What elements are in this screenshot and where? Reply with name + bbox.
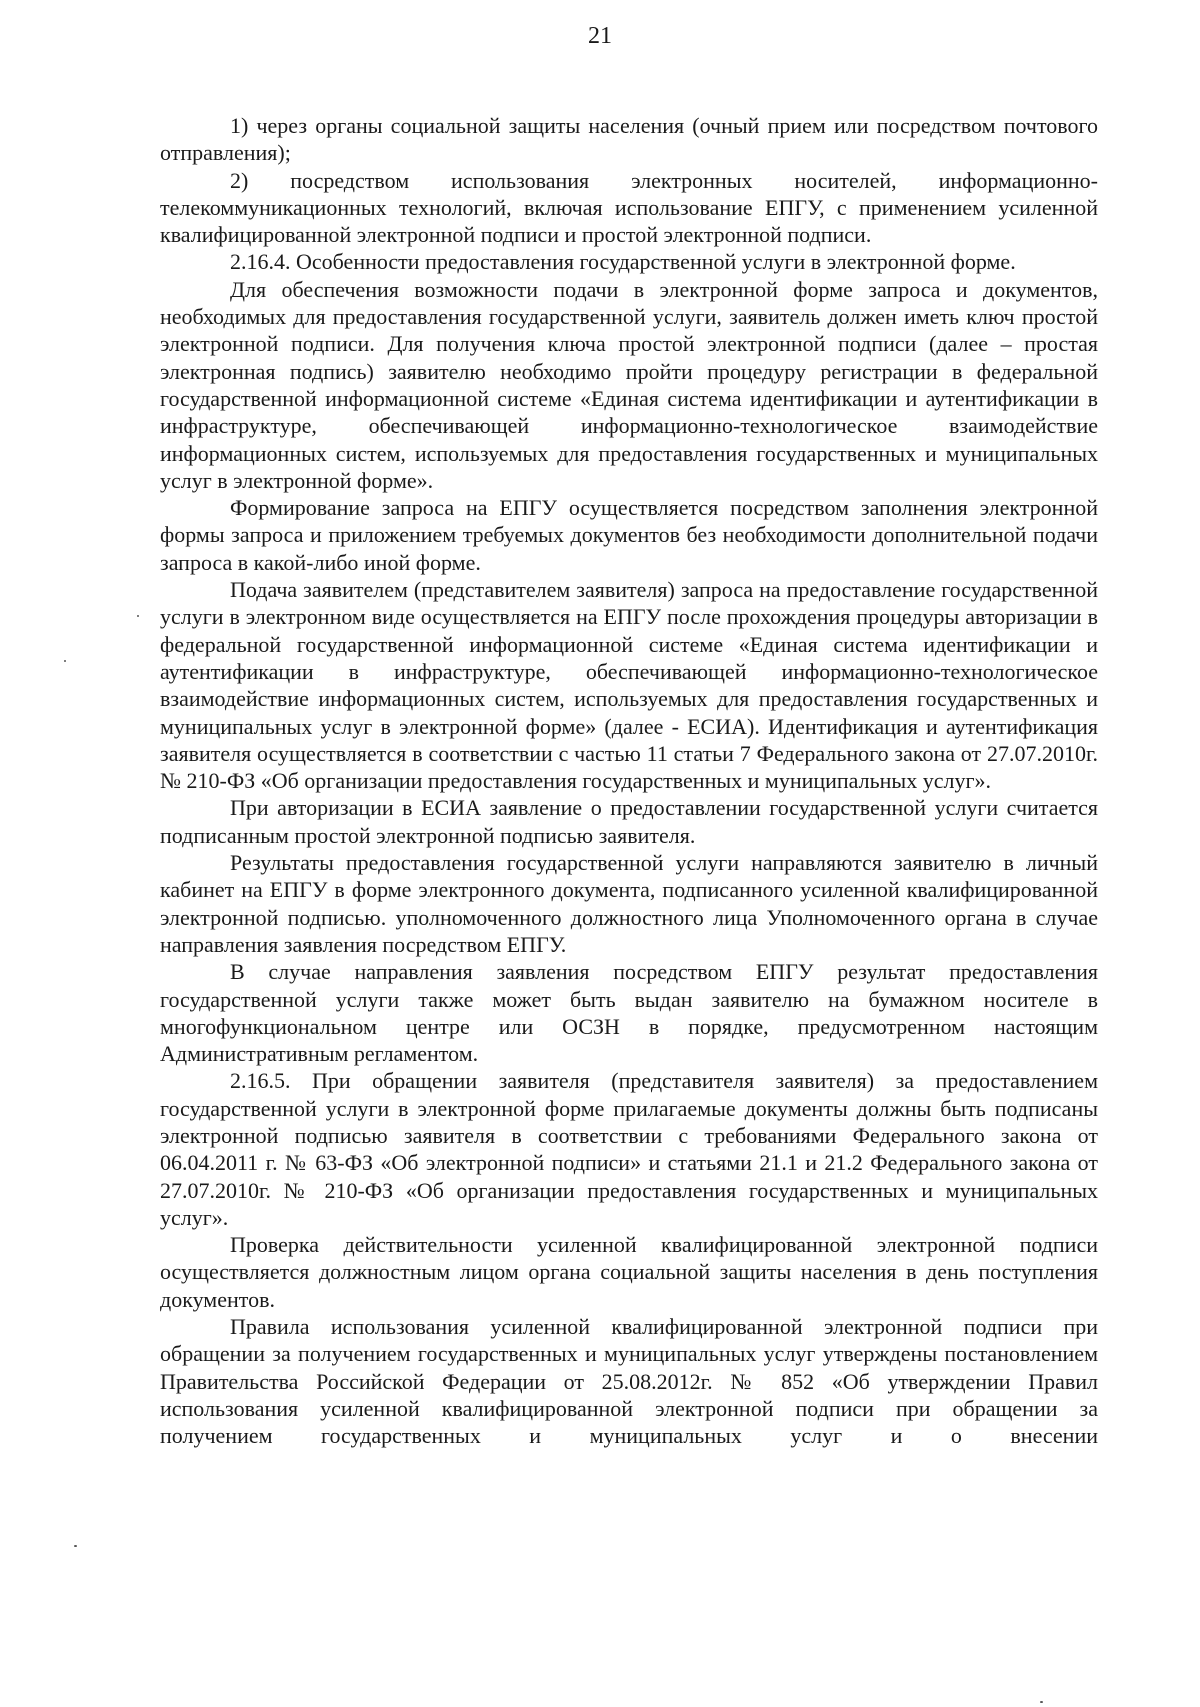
- paragraph-8: Результаты предоставления государственной услуги направляются заявителю в личный кабинет на ЕПГУ в форме электронного документа, подписанного усиленной квалифицированной электронной подписью. уполномоченного должностного лица Уполномоченного органа в случае направления заявления посредством ЕПГУ.: [160, 850, 1098, 957]
- paragraph-5: Формирование запроса на ЕПГУ осуществляется посредством заполнения электронной формы запроса и приложением требуемых документов без необходимости дополнительной подачи запроса в какой-либо иной форме.: [160, 495, 1098, 575]
- paragraph-6: Подача заявителем (представителем заявителя) запроса на предоставление государственной услуги в электронном виде осуществляется на ЕПГУ после прохождения процедуры авторизации в федеральной государственной информационной системе «Единая система идентификации и аутентификации в инфраструктуре, обеспечивающей информационно-технологическое взаимодействие информационных систем, используемых для предоставления государственных и муниципальных услуг в электронной форме» (далее - ЕСИА). Идентификация и аутентификация заявителя осуществляется в соответствии с частью 11 статьи 7 Федерального закона от 27.07.2010г. № 210-ФЗ «Об организации предоставления государственных и муниципальных услуг».: [160, 577, 1098, 794]
- paragraph-2: 2) посредством использования электронных носителей, информационно-телекоммуникационных технологий, включая использование ЕПГУ, с применением усиленной квалифицированной электронной подписи и простой электронной подписи.: [160, 167, 1098, 248]
- page-number: 21: [588, 23, 612, 49]
- scan-speck: [74, 1545, 77, 1547]
- paragraph-12: Правила использования усиленной квалифицированной электронной подписи при обращении за получением государственных и муниципальных услуг утверждены постановлением Правительства Российской Федерации от 25.08.2012г. № 852 «Об утверждении Правил использования усиленной квалифицированной электронной подписи при обращении за получением государственных и муниципальных услуг и о внесении: [160, 1314, 1098, 1449]
- paragraph-10: 2.16.5. При обращении заявителя (представителя заявителя) за предоставлением государственной услуги в электронной форме прилагаемые документы должны быть подписаны электронной подписью заявителя в соответствии с требованиями Федерального закона от 06.04.2011 г. № 63-ФЗ «Об электронной подписи» и статьями 21.1 и 21.2 Федерального закона от 27.07.2010г. № 210-ФЗ «Об организации предоставления государственных и муниципальных услуг».: [160, 1068, 1098, 1230]
- paragraph-4: Для обеспечения возможности подачи в электронной форме запроса и документов, необходимых для предоставления государственной услуги, заявитель должен иметь ключ простой электронной подписи. Для получения ключа простой электронной подписи (далее – простая электронная подпись) заявителю необходимо пройти процедуру регистрации в федеральной государственной информационной системе «Единая система идентификации и аутентификации в инфраструктуре, обеспечивающей информационно-технологическое взаимодействие информационных систем, используемых для предоставления государственных и муниципальных услуг в электронной форме».: [160, 276, 1098, 493]
- paragraph-9: В случае направления заявления посредством ЕПГУ результат предоставления государственной услуги также может быть выдан заявителю на бумажном носителе в многофункциональном центре или ОСЗН в порядке, предусмотренном настоящим Административным регламентом.: [160, 959, 1098, 1067]
- paragraph-1: 1) через органы социальной защиты населения (очный прием или посредством почтового отправления);: [160, 113, 1098, 166]
- paragraph-7: При авторизации в ЕСИА заявление о предоставлении государственной услуги считается подписанным простой электронной подписью заявителя.: [160, 795, 1098, 848]
- scan-speck: [1040, 1701, 1043, 1703]
- scan-speck: [137, 615, 139, 617]
- paragraph-3: 2.16.4. Особенности предоставления государственной услуги в электронной форме.: [230, 249, 1016, 275]
- paragraph-11: Проверка действительности усиленной квалифицированной электронной подписи осуществляется должностным лицом органа социальной защиты населения в день поступления документов.: [160, 1232, 1098, 1312]
- document-body: [160, 112, 1098, 1450]
- scan-speck: [64, 660, 66, 662]
